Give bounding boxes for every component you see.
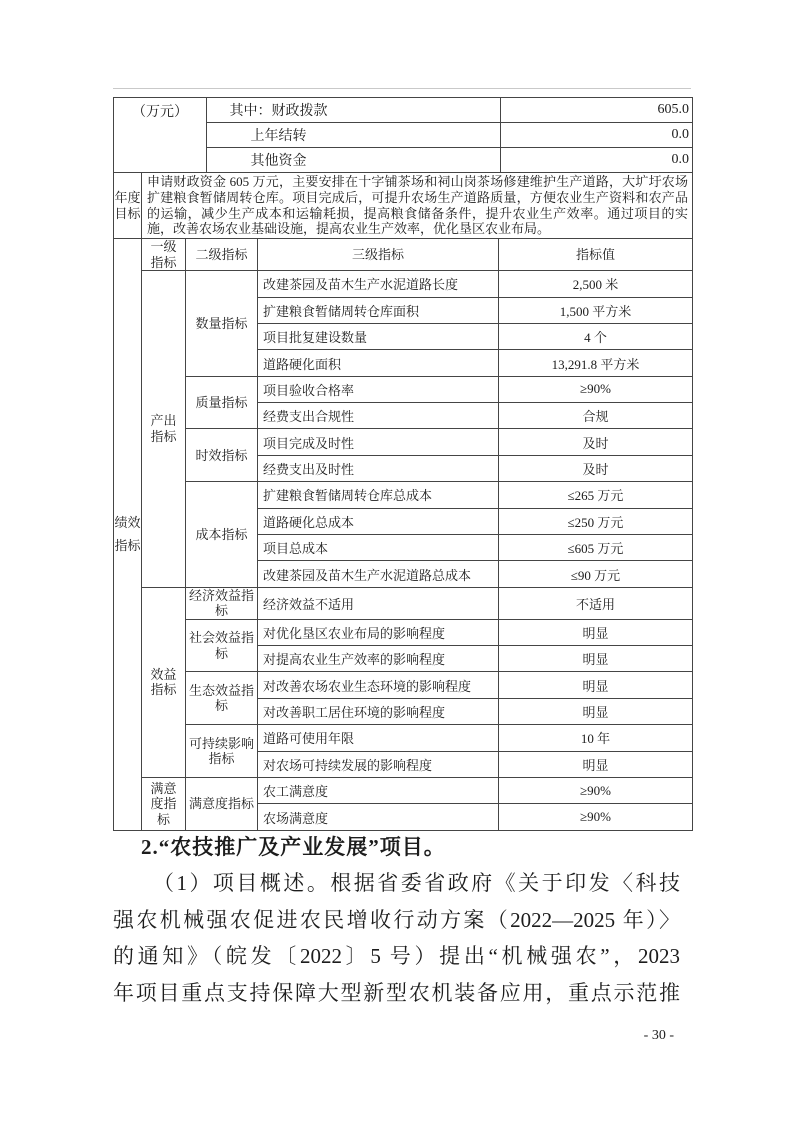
indicator-name-cell: 道路硬化面积 [258, 350, 499, 376]
funding-label-cell: 其中：财政拨款 [207, 98, 501, 123]
indicator-value-cell: 明显 [499, 646, 693, 672]
indicator-value-cell: ≤265 万元 [499, 482, 693, 508]
indicator-value-cell: 4 个 [499, 323, 693, 349]
indicator-name-cell: 道路可使用年限 [258, 725, 499, 751]
indicator-name-cell: 改建茶园及苗木生产水泥道路长度 [258, 271, 499, 297]
indicator-name-cell: 对农场可持续发展的影响程度 [258, 751, 499, 777]
header-level2: 二级指标 [186, 239, 258, 271]
funding-label-cell: 其他资金 [207, 148, 501, 173]
level1-satisfaction: 满意度指标 [142, 777, 186, 830]
indicator-value-cell: 13,291.8 平方米 [499, 350, 693, 376]
indicator-name-cell: 扩建粮食暂储周转仓库面积 [258, 297, 499, 323]
indicator-value-cell: 明显 [499, 619, 693, 645]
indicator-name-cell: 项目验收合格率 [258, 376, 499, 402]
indicator-name-cell: 对改善职工居住环境的影响程度 [258, 698, 499, 724]
table-row [114, 271, 693, 297]
indicator-value-cell: 及时 [499, 429, 693, 455]
table-row [114, 173, 693, 239]
level2-sustainability: 可持续影响指标 [186, 725, 258, 778]
indicator-value-cell: ≥90% [499, 777, 693, 803]
table-row [114, 429, 693, 455]
level2-timeliness: 时效指标 [186, 429, 258, 482]
funding-unit-label: （万元） [114, 98, 207, 173]
body-line: （1）项目概述。根据省委省政府《关于印发〈科技 [153, 871, 680, 895]
annual-goal-text: 申请财政资金 605 万元，主要安排在十字铺茶场和祠山岗茶场修建维护生产道路，大圹圩农场扩建粮食暂储周转仓库。项目完成后，可提升农场生产道路质量，方便农业生产资料和农产品的运输，减少生产成本和运输耗损，提高粮食储备条件，提升农业生产效率。通过项目的实施，改善农场农业基础设施，提高农业生产效率，优化垦区农业布局。 [142, 173, 693, 239]
table-continuation-line [113, 88, 691, 89]
table-row [114, 98, 693, 123]
body-line: 强农机械强农促进农民增收行动方案（2022—2025 年）〉 [113, 907, 680, 932]
indicator-value-cell: 明显 [499, 751, 693, 777]
indicator-name-cell: 道路硬化总成本 [258, 508, 499, 534]
project-declaration-table [113, 97, 692, 831]
level2-quantity: 数量指标 [186, 271, 258, 377]
level2-cost: 成本指标 [186, 482, 258, 588]
indicator-value-cell: 1,500 平方米 [499, 297, 693, 323]
level1-output: 产出指标 [142, 271, 186, 588]
indicator-name-cell: 农场满意度 [258, 804, 499, 830]
indicator-value-cell: 及时 [499, 455, 693, 481]
funding-label-cell: 上年结转 [207, 123, 501, 148]
page-number: - 30 - [643, 1028, 674, 1043]
level2-quality: 质量指标 [186, 376, 258, 429]
table-row [114, 376, 693, 402]
indicator-name-cell: 项目批复建设数量 [258, 323, 499, 349]
indicator-name-cell: 项目完成及时性 [258, 429, 499, 455]
section-label-performance: 绩效指标 [114, 239, 142, 831]
indicator-value-cell: 明显 [499, 672, 693, 698]
body-paragraph [113, 865, 680, 1011]
table-row [114, 777, 693, 803]
indicator-value-cell: 合规 [499, 403, 693, 429]
level2-satisfaction: 满意度指标 [186, 777, 258, 830]
level1-benefit: 效益指标 [142, 587, 186, 777]
funding-value-cell: 0.0 [501, 148, 693, 173]
level2-economic: 经济效益指标 [186, 587, 258, 619]
indicator-name-cell: 农工满意度 [258, 777, 499, 803]
level2-social: 社会效益指标 [186, 619, 258, 672]
indicator-value-cell: ≤90 万元 [499, 561, 693, 587]
body-line: 年项目重点支持保障大型新型农机装备应用，重点示范推 [113, 980, 680, 1005]
funding-table [113, 97, 693, 173]
indicator-value-cell: ≤605 万元 [499, 534, 693, 560]
performance-indicator-table [113, 238, 693, 831]
header-level3: 三级指标 [258, 239, 499, 271]
indicator-value-cell: ≤250 万元 [499, 508, 693, 534]
indicator-value-cell: ≥90% [499, 376, 693, 402]
body-line: 的通知》（皖发〔2022〕5 号）提出“机械强农”，2023 [113, 944, 680, 969]
annual-goal-table [113, 172, 693, 239]
table-row [114, 725, 693, 751]
indicator-name-cell: 扩建粮食暂储周转仓库总成本 [258, 482, 499, 508]
indicator-name-cell: 经济效益不适用 [258, 587, 499, 619]
indicator-name-cell: 经费支出合规性 [258, 403, 499, 429]
indicator-value-cell: 2,500 米 [499, 271, 693, 297]
table-row [114, 587, 693, 619]
indicator-name-cell: 项目总成本 [258, 534, 499, 560]
indicator-name-cell: 经费支出及时性 [258, 455, 499, 481]
indicator-value-cell: 明显 [499, 698, 693, 724]
table-row [114, 619, 693, 645]
indicator-header-row [114, 239, 693, 271]
table-row [114, 482, 693, 508]
indicator-name-cell: 改建茶园及苗木生产水泥道路总成本 [258, 561, 499, 587]
indicator-name-cell: 对提高农业生产效率的影响程度 [258, 646, 499, 672]
indicator-name-cell: 对改善农场农业生态环境的影响程度 [258, 672, 499, 698]
table-row [114, 672, 693, 698]
indicator-name-cell: 对优化垦区农业布局的影响程度 [258, 619, 499, 645]
header-level1: 一级指标 [142, 239, 186, 271]
funding-value-cell: 605.0 [501, 98, 693, 123]
funding-value-cell: 0.0 [501, 123, 693, 148]
annual-goal-label: 年度目标 [114, 173, 142, 239]
indicator-value-cell: 10 年 [499, 725, 693, 751]
level2-ecological: 生态效益指标 [186, 672, 258, 725]
header-value: 指标值 [499, 239, 693, 271]
indicator-value-cell: ≥90% [499, 804, 693, 830]
indicator-value-cell: 不适用 [499, 587, 693, 619]
section-heading: 2.“农技推广及产业发展”项目。 [141, 835, 446, 859]
